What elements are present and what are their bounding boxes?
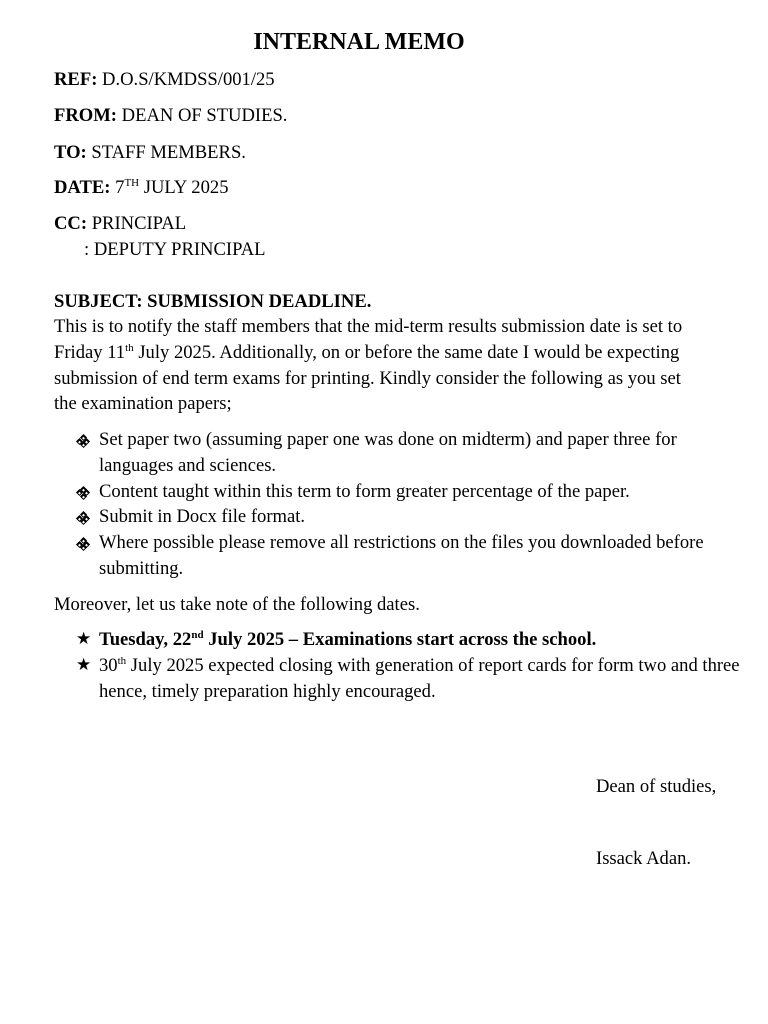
cc-label: CC: [54,213,88,234]
diamond-bullet-icon [76,530,96,556]
cc-value-principal: PRINCIPAL [91,213,187,234]
guideline-item [76,530,748,582]
intro-line [54,340,744,366]
guideline-text: Set paper two (assuming paper one was done on midterm) and paper three for languages and sciences. [99,429,677,476]
ref-value: D.O.S/KMDSS/001/25 [102,69,275,90]
date-label: DATE: [54,177,111,198]
intro-line: the examination papers; [54,393,232,415]
date-suffix: th [125,341,134,354]
cc-value-deputy: : DEPUTY PRINCIPAL [84,239,266,260]
from-value: DEAN OF STUDIES. [121,105,288,126]
moreover-line: Moreover, let us take note of the following dates. [54,594,420,615]
date-rest: JULY 2025 [143,177,229,198]
diamond-bullet-icon [76,427,96,453]
star-bullet-icon: ★ [76,629,92,649]
intro-line-text: July 2025. Additionally, on or before the same date I would be expecting [133,341,680,363]
date-item-post: July 2025 expected closing with generation of report cards for form two and three hence, timely preparation highly encouraged. [99,654,740,702]
memo-title: INTERNAL MEMO [253,29,465,55]
guideline-item [76,479,748,505]
cc-line [54,211,186,237]
from-line [54,103,287,129]
signoff-role: Dean of studies, [596,776,717,797]
diamond-bullet-icon [76,504,96,530]
date-suffix: nd [191,629,204,641]
date-day: 7 [115,177,125,198]
date-line [54,175,229,201]
cc-line-2 [84,237,266,263]
to-line [54,140,246,166]
to-label: TO: [54,142,87,163]
to-value: STAFF MEMBERS. [91,142,246,163]
date-suffix: TH [124,177,140,189]
intro-paragraph [54,314,744,417]
date-item-text [99,629,596,650]
date-item-pre: 30 [99,654,118,676]
ref-line [54,67,275,93]
guideline-text: Content taught within this term to form greater percentage of the paper. [99,480,630,502]
intro-line: submission of end term exams for printing. Kindly consider the following as you set [54,367,681,389]
date-item-pre: Tuesday, 22 [99,629,192,650]
guideline-item [76,427,748,479]
date-item [76,653,748,705]
subject-line: SUBJECT: SUBMISSION DEADLINE. [54,291,372,312]
ref-label: REF: [54,69,98,90]
star-bullet-icon: ★ [76,654,92,675]
date-item [76,627,748,653]
intro-line-text: Friday 11 [54,341,126,363]
date-item-text [99,655,740,702]
date-item-post: July 2025 – Examinations start across the school. [203,629,597,650]
signoff-name: Issack Adan. [596,848,692,869]
intro-line: This is to notify the staff members that the mid-term results submission date is set to [54,316,683,337]
date-suffix: th [117,654,127,667]
guideline-item [76,504,748,530]
guidelines-list [76,427,748,582]
dates-list [76,627,748,704]
diamond-bullet-icon [76,479,96,505]
from-label: FROM: [54,105,117,126]
guideline-text: Submit in Docx file format. [99,506,306,528]
guideline-text: Where possible please remove all restrictions on the files you downloaded before submitting. [99,532,704,579]
